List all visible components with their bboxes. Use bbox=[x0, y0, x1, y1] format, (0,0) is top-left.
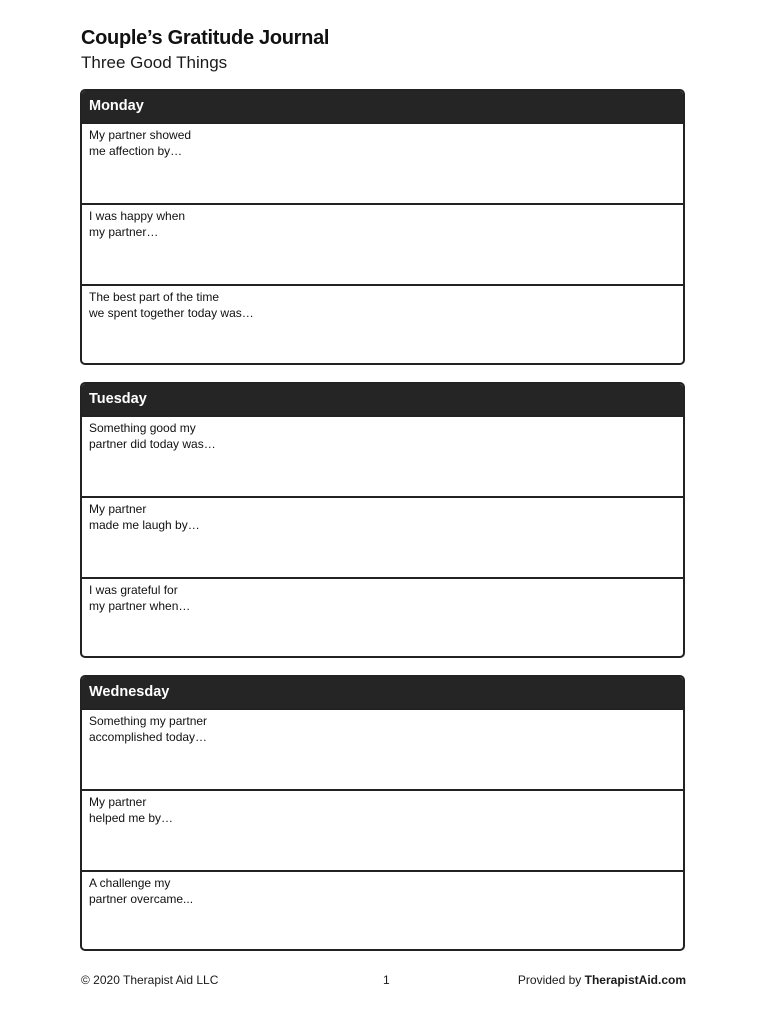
prompt-field[interactable] bbox=[82, 577, 683, 658]
day-header-monday: Monday bbox=[82, 91, 683, 122]
prompt-text: my partner when… bbox=[89, 599, 191, 613]
prompt-text: partner overcame... bbox=[89, 892, 194, 906]
prompt-field[interactable] bbox=[82, 284, 683, 365]
footer-provided-by bbox=[518, 973, 686, 987]
prompt-text: my partner… bbox=[89, 225, 159, 239]
day-header-wednesday: Wednesday bbox=[82, 677, 683, 708]
prompt-text: helped me by… bbox=[89, 811, 174, 825]
prompt-text: me affection by… bbox=[89, 144, 183, 158]
page-title: Couple’s Gratitude Journal bbox=[81, 27, 330, 49]
day-header-tuesday: Tuesday bbox=[82, 384, 683, 415]
prompt-text: My partner bbox=[89, 502, 147, 516]
prompt-text: My partner showed bbox=[89, 128, 192, 142]
prompt-field[interactable] bbox=[82, 789, 683, 870]
day-block-monday bbox=[80, 89, 685, 365]
prompt-field[interactable] bbox=[82, 122, 683, 203]
prompt-text: I was happy when bbox=[89, 209, 186, 223]
prompt-field[interactable] bbox=[82, 415, 683, 496]
prompt-text: we spent together today was… bbox=[89, 306, 254, 320]
day-block-tuesday bbox=[80, 382, 685, 658]
prompt-text: My partner bbox=[89, 795, 147, 809]
prompt-field[interactable] bbox=[82, 203, 683, 284]
prompt-field[interactable] bbox=[82, 708, 683, 789]
page-subtitle: Three Good Things bbox=[81, 53, 228, 72]
prompt-text: I was grateful for bbox=[89, 583, 178, 597]
prompt-text: The best part of the time bbox=[89, 290, 220, 304]
prompt-text: accomplished today… bbox=[89, 730, 208, 744]
prompt-field[interactable] bbox=[82, 496, 683, 577]
footer-provided-by-label: Provided by bbox=[517, 973, 582, 987]
prompt-field[interactable] bbox=[82, 870, 683, 951]
prompt-text: A challenge my bbox=[89, 876, 171, 890]
day-block-wednesday bbox=[80, 675, 685, 951]
prompt-text: Something good my bbox=[89, 421, 196, 435]
footer-page-number: 1 bbox=[383, 973, 390, 987]
footer-brand-link[interactable]: TherapistAid.com bbox=[584, 973, 686, 987]
prompt-text: Something my partner bbox=[89, 714, 208, 728]
footer-copyright: © 2020 Therapist Aid LLC bbox=[81, 973, 219, 987]
prompt-text: partner did today was… bbox=[89, 437, 216, 451]
prompt-text: made me laugh by… bbox=[89, 518, 200, 532]
